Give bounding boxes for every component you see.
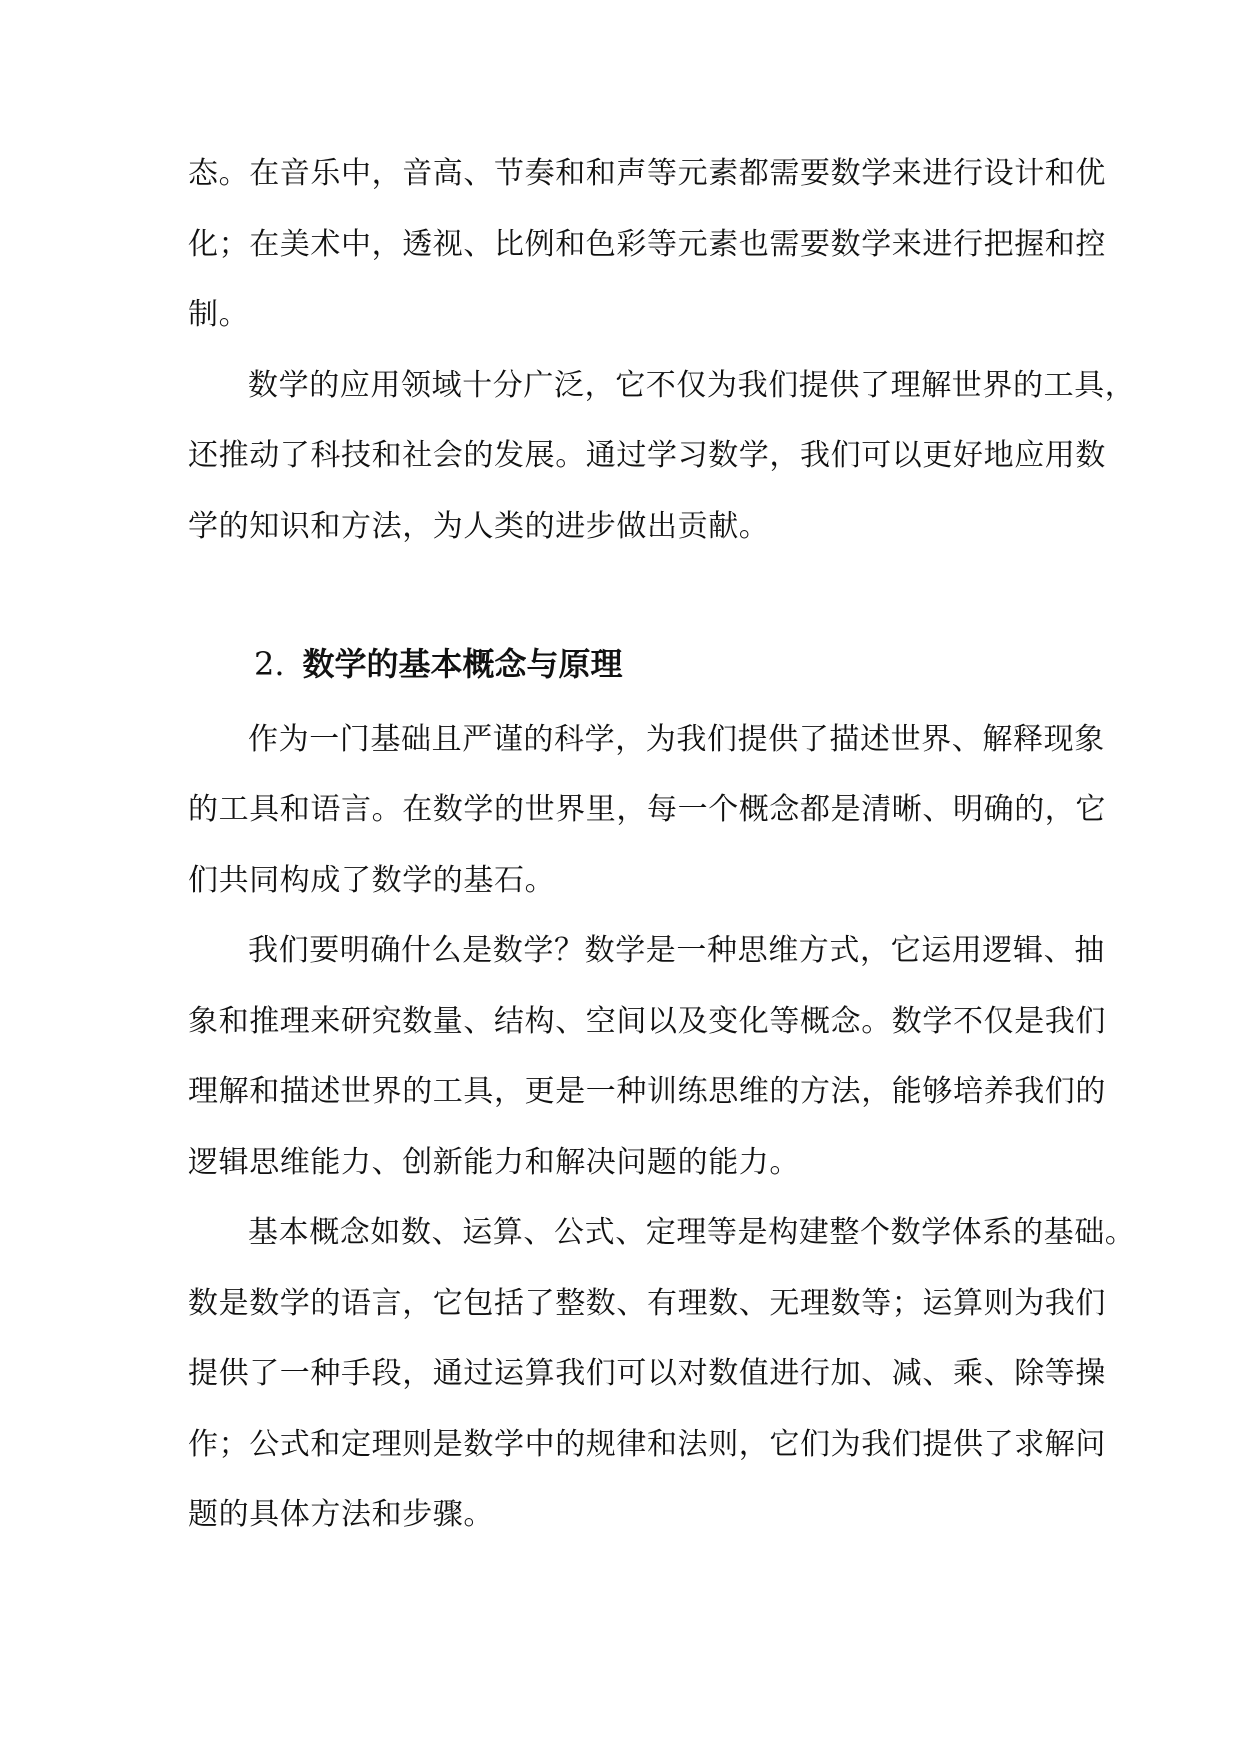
section-paragraph-1-line-1: 作为一门基础且严谨的科学，为我们提供了描述世界、解释现象 [248,722,1105,757]
section-paragraph-1-line-3: 们共同构成了数学的基石。 [188,863,556,898]
paragraph-1-line-1: 态。在音乐中，音高、节奏和和声等元素都需要数学来进行设计和优 [188,156,1106,191]
section-paragraph-2-line-3: 理解和描述世界的工具，更是一种训练思维的方法，能够培养我们的 [188,1074,1106,1109]
section-paragraph-3-line-4: 作；公式和定理则是数学中的规律和法则，它们为我们提供了求解问 [188,1427,1106,1462]
section-heading [254,642,623,686]
section-paragraph-1-line-2: 的工具和语言。在数学的世界里，每一个概念都是清晰、明确的，它 [188,792,1106,827]
section-paragraph-3-line-1: 基本概念如数、运算、公式、定理等是构建整个数学体系的基础。 [248,1215,1136,1250]
section-title: 数学的基本概念与原理 [302,645,623,683]
paragraph-2-line-3: 学的知识和方法，为人类的进步做出贡献。 [188,509,770,544]
paragraph-2-line-1: 数学的应用领域十分广泛，它不仅为我们提供了理解世界的工具， [248,368,1136,403]
section-paragraph-3-line-2: 数是数学的语言，它包括了整数、有理数、无理数等；运算则为我们 [188,1286,1106,1321]
section-paragraph-3-line-3: 提供了一种手段，通过运算我们可以对数值进行加、减、乘、除等操 [188,1356,1106,1391]
section-paragraph-2-line-4: 逻辑思维能力、创新能力和解决问题的能力。 [188,1145,800,1180]
section-number: 2. [254,645,285,683]
section-paragraph-2-line-2: 象和推理来研究数量、结构、空间以及变化等概念。数学不仅是我们 [188,1004,1106,1039]
paragraph-2-line-2: 还推动了科技和社会的发展。通过学习数学，我们可以更好地应用数 [188,438,1106,473]
section-paragraph-3-line-5: 题的具体方法和步骤。 [188,1497,494,1532]
section-paragraph-2-line-1: 我们要明确什么是数学？数学是一种思维方式，它运用逻辑、抽 [248,933,1105,968]
paragraph-1-line-2: 化；在美术中，透视、比例和色彩等元素也需要数学来进行把握和控 [188,227,1106,262]
paragraph-1-line-3: 制。 [188,297,250,332]
